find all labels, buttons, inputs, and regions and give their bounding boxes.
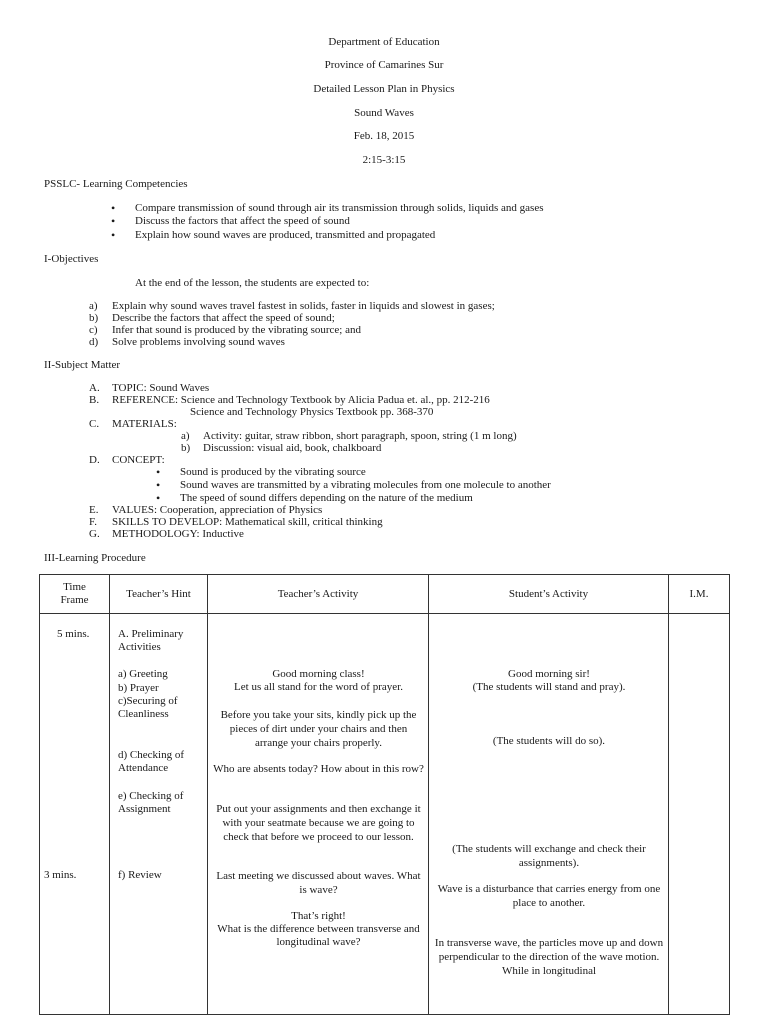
header-date: Feb. 18, 2015 (353, 130, 415, 142)
header-time: 2:15-3:15 (362, 154, 406, 166)
sm-marker: C. (89, 418, 100, 430)
sm-methodology: METHODOLOGY: Inductive (112, 528, 244, 540)
column-header-student: Student’s Activity (429, 575, 669, 614)
cell-time (40, 614, 110, 1015)
sm-concept: CONCEPT: (112, 454, 165, 466)
teacher-question: What is the difference between transverse and longitudinal wave? (217, 923, 420, 948)
competency-item: • Explain how sound waves are produced, transmitted and propagated (135, 229, 435, 242)
teacher-thats-right: That’s right! (291, 910, 346, 922)
sm-marker: D. (89, 454, 100, 466)
time-5-mins: 5 mins. (57, 628, 90, 640)
hint-review: f) Review (118, 869, 162, 881)
sm-reference: REFERENCE: Science and Technology Textbook by Alicia Padua et. al., pp. 212-216 (112, 394, 490, 406)
sm-topic: TOPIC: Sound Waves (112, 382, 210, 394)
sm-materials: MATERIALS: (112, 418, 177, 430)
sm-marker: G. (89, 528, 100, 540)
objective-text: Infer that sound is produced by the vibrating source; and (112, 324, 361, 336)
subject-matter-title: II-Subject Matter (44, 359, 121, 371)
hint-assignment: e) Checking of Assignment (118, 790, 184, 815)
hint-greeting: a) Greeting (118, 668, 168, 680)
hint-prayer: b) Prayer (118, 682, 159, 694)
objectives-title: I-Objectives (44, 253, 99, 265)
concept-item: • Sound waves are transmitted by a vibrating molecules from one molecule to another (180, 479, 551, 492)
objective-text: Solve problems involving sound waves (112, 336, 285, 348)
material-marker: b) (181, 442, 191, 454)
student-do-so: (The students will do so). (492, 735, 606, 747)
header-plan-title: Detailed Lesson Plan in Physics (313, 83, 455, 95)
material-text: Activity: guitar, straw ribbon, short paragraph, spoon, string (1 m long) (203, 430, 517, 442)
column-header-teacher: Teacher’s Activity (208, 575, 429, 614)
objective-marker: d) (89, 336, 99, 348)
teacher-attendance: Who are absents today? How about in this row? (213, 763, 424, 775)
sm-marker: E. (89, 504, 99, 516)
sm-marker: A. (89, 382, 100, 394)
header-topic: Sound Waves (354, 107, 414, 119)
competency-item: • Compare transmission of sound through air its transmission through solids, liquids and gases (135, 202, 544, 215)
teacher-prayer: Let us all stand for the word of prayer. (234, 681, 403, 693)
objective-marker: b) (89, 312, 99, 324)
concept-item: • Sound is produced by the vibrating source (180, 466, 366, 479)
procedure-title: III-Learning Procedure (44, 552, 146, 564)
student-exchange: (The students will exchange and check their assignments). (452, 843, 646, 869)
time-3-mins: 3 mins. (44, 869, 77, 881)
column-header-hint: Teacher’s Hint (110, 575, 208, 614)
objective-text: Explain why sound waves travel fastest in solids, faster in liquids and slowest in gases; (112, 300, 495, 312)
table-header-row (40, 575, 730, 614)
sm-marker: F. (89, 516, 97, 528)
objective-marker: a) (89, 300, 98, 312)
header-department: Department of Education (328, 36, 440, 48)
hint-attendance: d) Checking of Attendance (118, 749, 184, 774)
header-province: Province of Camarines Sur (324, 59, 444, 71)
cell-im (669, 614, 730, 1015)
teacher-cleanliness: Before you take your sits, kindly pick up the pieces of dirt under your chairs and then arrange your chairs properly. (220, 709, 417, 749)
cell-student-activity (429, 614, 669, 1015)
student-wave-answer: Wave is a disturbance that carries energy from one place to another. (437, 883, 661, 909)
hint-cleanliness: c)Securing of Cleanliness (118, 695, 178, 720)
concept-item: • The speed of sound differs depending on the nature of the medium (180, 492, 473, 505)
student-transverse-answer: In transverse wave, the particles move up and down perpendicular to the direction of the wave motion. While in longitudinal (434, 937, 664, 977)
table-row (40, 614, 730, 1015)
teacher-greeting: Good morning class! (272, 668, 365, 680)
cell-hint (110, 614, 208, 1015)
hint-prelim: A. Preliminary Activities (118, 628, 184, 653)
column-header-time: Time Frame (40, 575, 110, 614)
column-header-im: I.M. (669, 575, 730, 614)
objective-marker: c) (89, 324, 98, 336)
material-text: Discussion: visual aid, book, chalkboard (203, 442, 382, 454)
sm-values: VALUES: Cooperation, appreciation of Physics (112, 504, 323, 516)
teacher-assignment: Put out your assignments and then exchange it with your seatmate because we are going to check that before we proceed to our lesson. (216, 803, 421, 843)
procedure-table (39, 574, 730, 1015)
cell-teacher-activity (208, 614, 429, 1015)
competencies-title: PSSLC- Learning Competencies (44, 178, 188, 190)
objectives-intro: At the end of the lesson, the students are expected to: (135, 277, 370, 289)
teacher-review: Last meeting we discussed about waves. What is wave? (216, 870, 421, 896)
student-prayer: (The students will stand and pray). (472, 681, 626, 693)
sm-skills: SKILLS TO DEVELOP: Mathematical skill, critical thinking (112, 516, 383, 528)
objective-text: Describe the factors that affect the speed of sound; (112, 312, 335, 324)
sm-marker: B. (89, 394, 100, 406)
material-marker: a) (181, 430, 190, 442)
competency-item: • Discuss the factors that affect the speed of sound (135, 215, 350, 228)
sm-reference-2: Science and Technology Physics Textbook pp. 368-370 (190, 406, 434, 418)
student-greeting: Good morning sir! (508, 668, 590, 680)
